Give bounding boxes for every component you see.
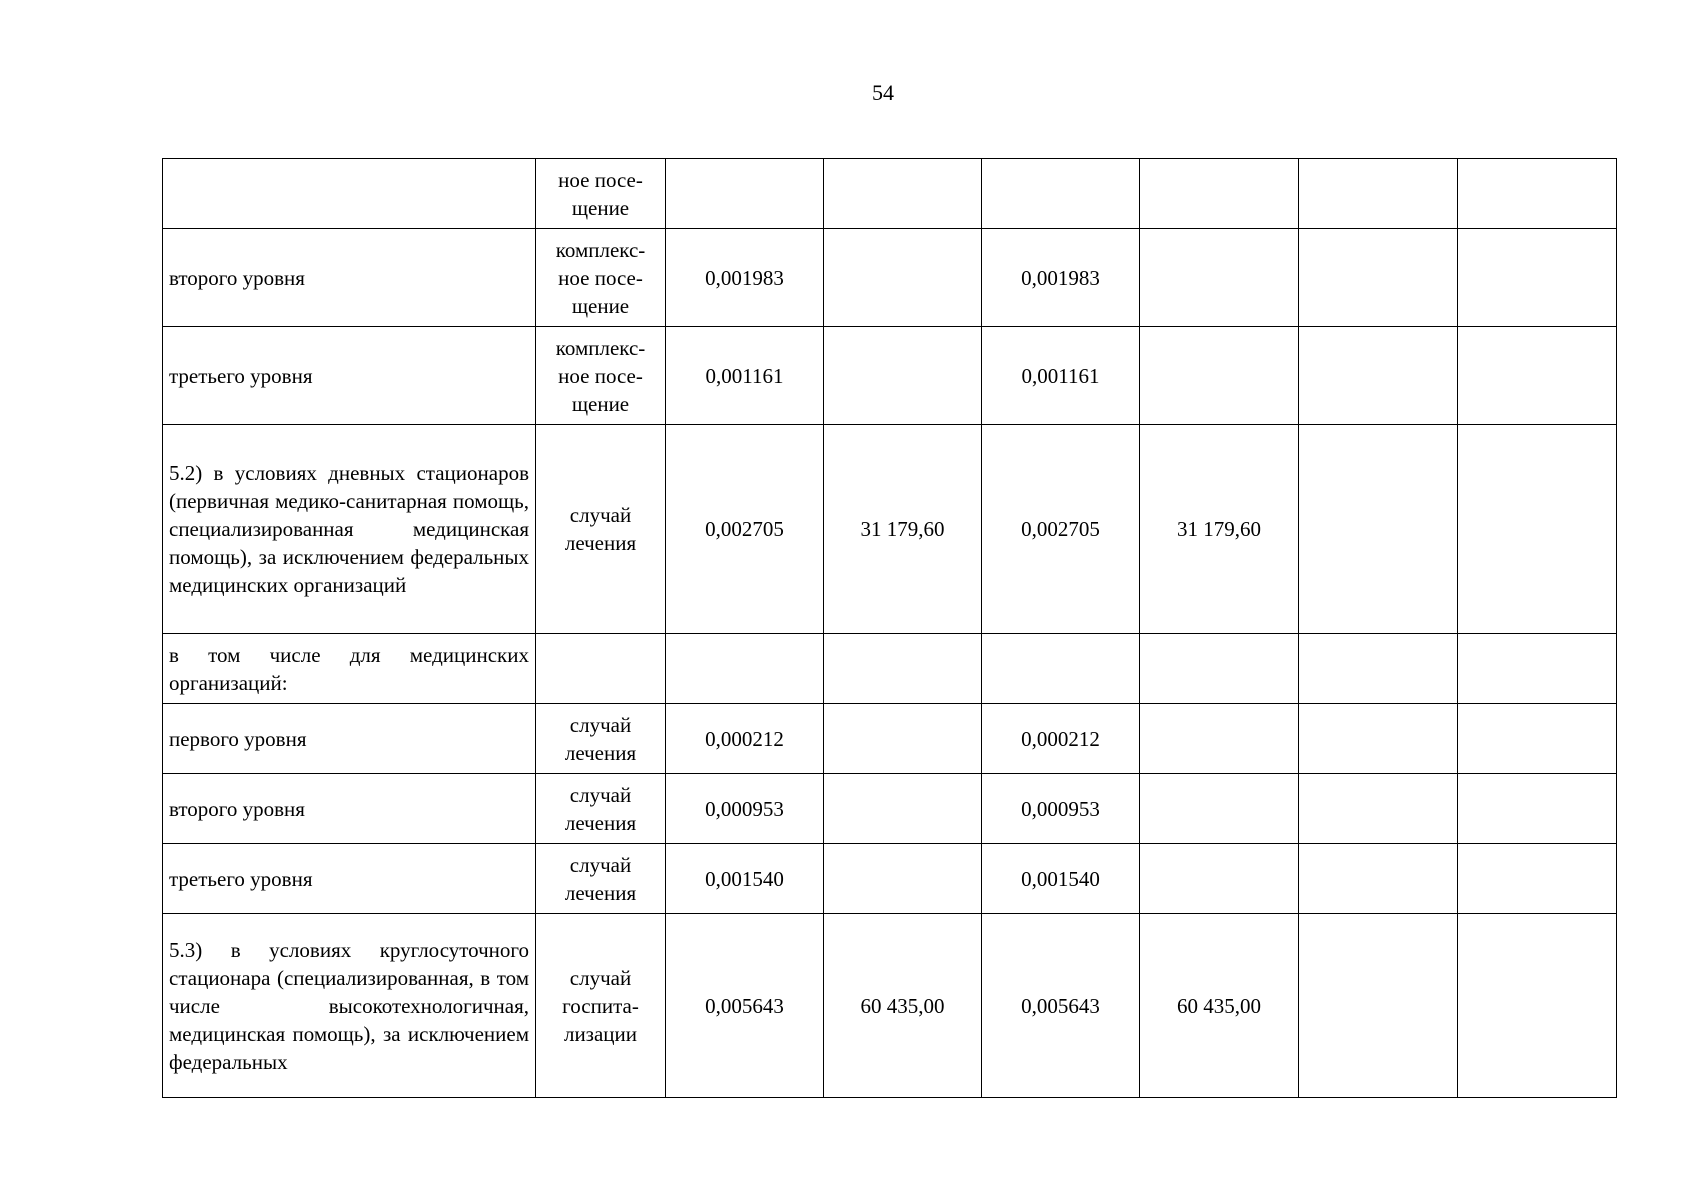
value-cell-col-3: 0,000212: [982, 704, 1140, 774]
table-row: [163, 159, 1617, 229]
value-cell-col-6: [1458, 914, 1617, 1098]
value-cell-col-4: [1140, 704, 1299, 774]
row-name-cell: 5.3) в условиях круглосуточного стационара (специализированная, в том числе высокотехнологичная, медицинская помощь), за исключением федеральных: [163, 914, 536, 1098]
table-row: [163, 425, 1617, 634]
row-name-cell: [163, 159, 536, 229]
value-cell-col-5: [1299, 327, 1458, 425]
value-cell-col-4: 60 435,00: [1140, 914, 1299, 1098]
value-cell-col-5: [1299, 844, 1458, 914]
value-cell-col-3: [982, 634, 1140, 704]
value-cell-col-6: [1458, 327, 1617, 425]
table-row: [163, 914, 1617, 1098]
value-cell-col-1: [666, 159, 824, 229]
unit-cell: случай госпита- лизации: [536, 914, 666, 1098]
value-cell-col-4: [1140, 327, 1299, 425]
value-cell-col-2: [824, 704, 982, 774]
value-cell-col-4: [1140, 634, 1299, 704]
value-cell-col-3: 0,000953: [982, 774, 1140, 844]
value-cell-col-3: 0,001540: [982, 844, 1140, 914]
value-cell-col-2: [824, 774, 982, 844]
value-cell-col-1: [666, 634, 824, 704]
value-cell-col-1: 0,001983: [666, 229, 824, 327]
row-name-cell: первого уровня: [163, 704, 536, 774]
value-cell-col-5: [1299, 914, 1458, 1098]
value-cell-col-5: [1299, 774, 1458, 844]
value-cell-col-2: [824, 327, 982, 425]
unit-cell: ное посе- щение: [536, 159, 666, 229]
data-table: [162, 158, 1617, 1098]
row-name-cell: второго уровня: [163, 229, 536, 327]
value-cell-col-6: [1458, 844, 1617, 914]
unit-cell: комплекс- ное посе- щение: [536, 229, 666, 327]
unit-cell: случай лечения: [536, 844, 666, 914]
value-cell-col-5: [1299, 704, 1458, 774]
table-row: [163, 704, 1617, 774]
table-row: [163, 327, 1617, 425]
row-name-cell: третьего уровня: [163, 844, 536, 914]
value-cell-col-5: [1299, 425, 1458, 634]
row-name-cell: третьего уровня: [163, 327, 536, 425]
value-cell-col-5: [1299, 159, 1458, 229]
value-cell-col-1: 0,001161: [666, 327, 824, 425]
table-row: [163, 229, 1617, 327]
value-cell-col-3: 0,005643: [982, 914, 1140, 1098]
value-cell-col-1: 0,000953: [666, 774, 824, 844]
value-cell-col-3: 0,001983: [982, 229, 1140, 327]
unit-cell: комплекс- ное посе- щение: [536, 327, 666, 425]
value-cell-col-3: [982, 159, 1140, 229]
unit-cell: случай лечения: [536, 704, 666, 774]
value-cell-col-1: 0,001540: [666, 844, 824, 914]
table-row: [163, 844, 1617, 914]
value-cell-col-2: [824, 159, 982, 229]
value-cell-col-6: [1458, 425, 1617, 634]
value-cell-col-6: [1458, 159, 1617, 229]
value-cell-col-3: 0,002705: [982, 425, 1140, 634]
value-cell-col-6: [1458, 229, 1617, 327]
value-cell-col-5: [1299, 229, 1458, 327]
page-number: 54: [872, 80, 894, 105]
value-cell-col-2: 60 435,00: [824, 914, 982, 1098]
table-row: [163, 634, 1617, 704]
value-cell-col-4: [1140, 774, 1299, 844]
value-cell-col-4: [1140, 229, 1299, 327]
row-name-cell: в том числе для медицинских организаций:: [163, 634, 536, 704]
value-cell-col-2: [824, 634, 982, 704]
value-cell-col-2: 31 179,60: [824, 425, 982, 634]
value-cell-col-4: 31 179,60: [1140, 425, 1299, 634]
value-cell-col-1: 0,002705: [666, 425, 824, 634]
value-cell-col-6: [1458, 774, 1617, 844]
unit-cell: случай лечения: [536, 774, 666, 844]
row-name-cell: 5.2) в условиях дневных стационаров (первичная медико-санитарная помощь, специализированная медицинская помощь), за исключением федеральных медицинских организаций: [163, 425, 536, 634]
unit-cell: случай лечения: [536, 425, 666, 634]
value-cell-col-5: [1299, 634, 1458, 704]
value-cell-col-1: 0,000212: [666, 704, 824, 774]
value-cell-col-4: [1140, 159, 1299, 229]
value-cell-col-3: 0,001161: [982, 327, 1140, 425]
unit-cell: [536, 634, 666, 704]
value-cell-col-6: [1458, 704, 1617, 774]
value-cell-col-2: [824, 844, 982, 914]
row-name-cell: второго уровня: [163, 774, 536, 844]
table-row: [163, 774, 1617, 844]
value-cell-col-2: [824, 229, 982, 327]
value-cell-col-4: [1140, 844, 1299, 914]
value-cell-col-1: 0,005643: [666, 914, 824, 1098]
value-cell-col-6: [1458, 634, 1617, 704]
